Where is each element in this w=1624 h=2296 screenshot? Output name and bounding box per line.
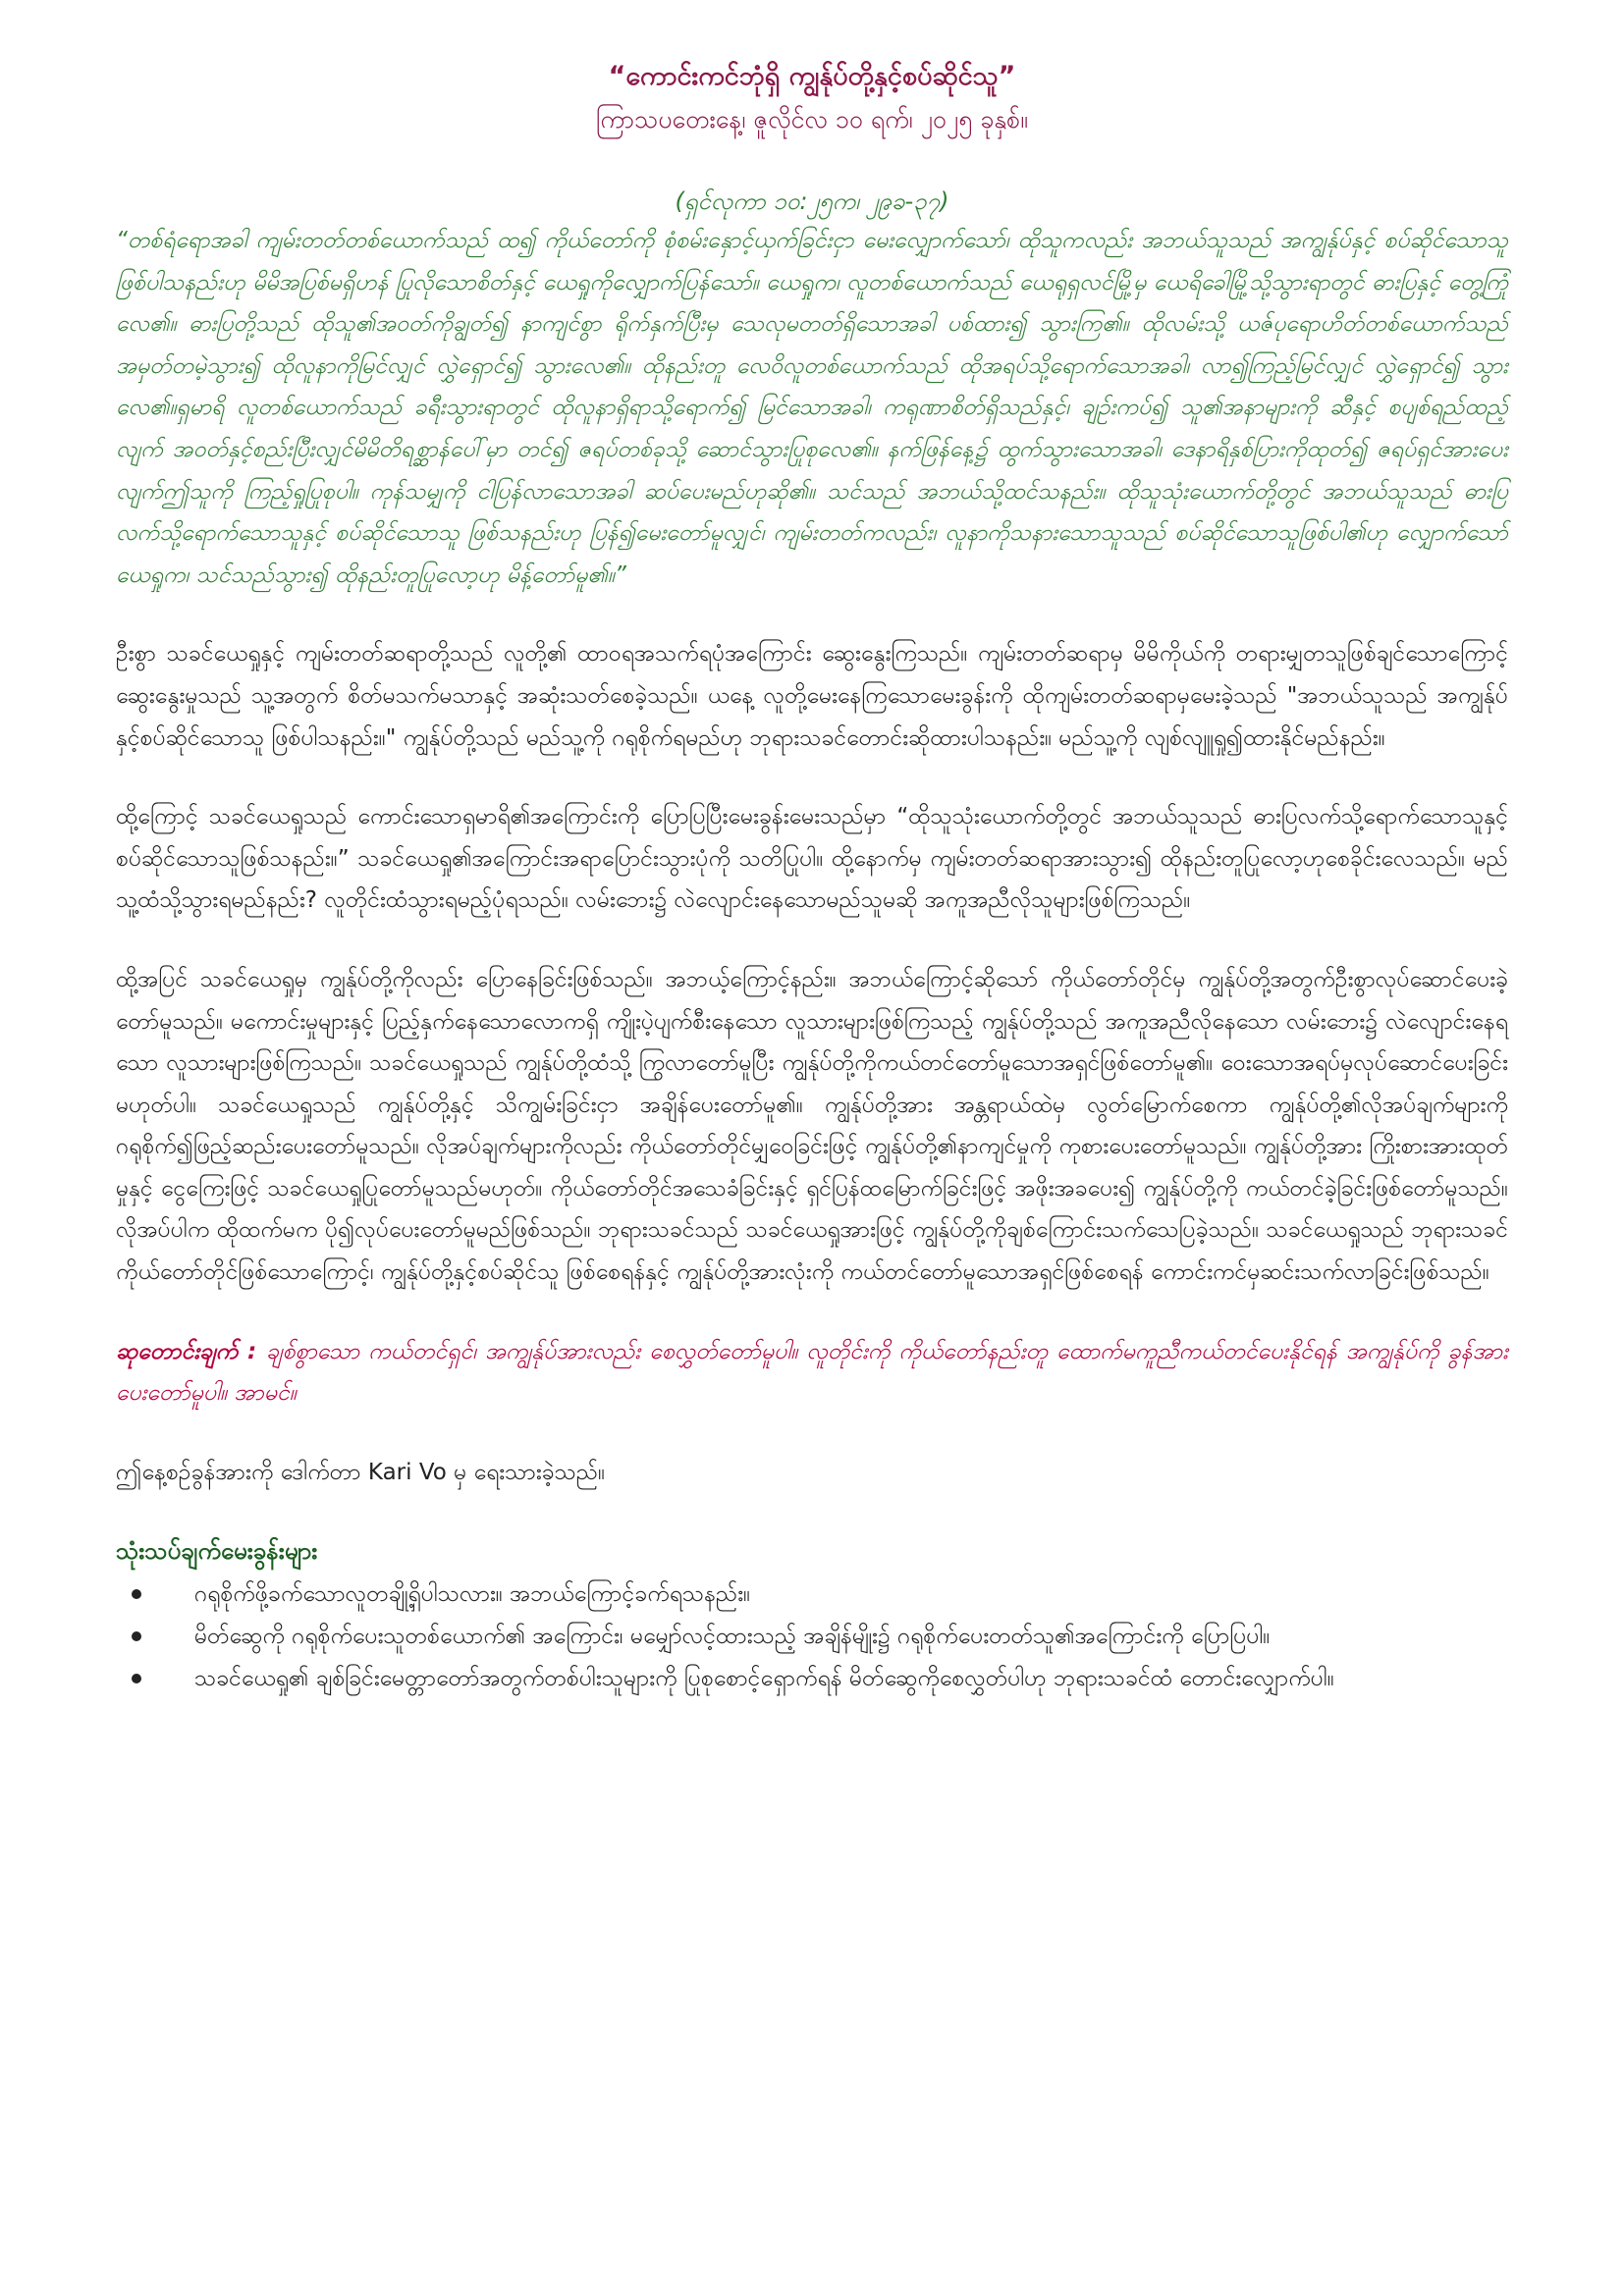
questions-heading: သုံးသပ်ချက်မေးခွန်းများ <box>116 1537 318 1566</box>
body-paragraph-2: ထို့ကြောင့် သခင်ယေရှုသည် ကောင်းသောရှမာရိ၏အကြောင်းကို ပြောပြပြီးမေးခွန်းမေးသည်မှာ “ထိုသူသုံးယောက်တို့တွင် အဘယ်သူသည် ဓားပြလက်သို့ရောက်သောသူနှင့် စပ်ဆိုင်သောသူဖြစ်သနည်း။” သခင်ယေရှု၏အကြောင်းအရာပြောင်းသွားပုံကို သတိပြုပါ။ ထို့နောက်မှ ကျမ်းတတ်ဆရာအားသွား၍ ထိုနည်းတူပြုလော့ဟုစေခိုင်းလေသည်။ မည်သူ့ထံသို့သွားရမည်နည်း? လူတိုင်းထံသွားရမည့်ပုံရသည်။ လမ်းဘေး၌ လဲလျောင်းနေသောမည်သူမဆို အကူအညီလိုသူများဖြစ်ကြသည်။ <box>116 804 1508 914</box>
question-text: သခင်ယေရှု၏ ချစ်ခြင်းမေတ္တာတော်အတွက်တစ်ပါးသူများကို ပြုစုစောင့်ရှောက်ရန် မိတ်ဆွေကိုစေလွှတ်ပါဟု ဘုရားသခင်ထံ တောင်းလျှောက်ပါ။ <box>194 1665 1334 1691</box>
bullet-icon <box>132 1589 141 1599</box>
prayer-text: ချစ်စွာသော ကယ်တင်ရှင်၊ အကျွန်ုပ်အားလည်း စေလွှတ်တော်မူပါ။ လူတိုင်းကို ကိုယ်တော်နည်းတူ ထောက်မကူညီကယ်တင်ပေးနိုင်ရန် အကျွန်ုပ်ကို ခွန်အားပေးတော်မူပါ။ အာမင်။ <box>116 1338 1508 1407</box>
prayer <box>116 1331 1508 1415</box>
body-paragraph-1: ဦးစွာ သခင်ယေရှုနှင့် ကျမ်းတတ်ဆရာတို့သည် လူတို့၏ ထာဝရအသက်ရပုံအကြောင်း ဆွေးနွေးကြသည်။ ကျမ်းတတ်ဆရာမှ မိမိကိုယ်ကို တရားမျှတသူဖြစ်ချင်သောကြောင့် ဆွေးနွေးမှုသည် သူ့အတွက် စိတ်မသက်မသာနှင့် အဆုံးသတ်စေခဲ့သည်။ ယနေ့ လူတို့မေးနေကြသောမေးခွန်းကို ထိုကျမ်းတတ်ဆရာမှမေးခဲ့သည် "အဘယ်သူသည် အကျွန်ုပ်နှင့်စပ်ဆိုင်သောသူ ဖြစ်ပါသနည်း။" ကျွန်ုပ်တို့သည် မည်သူ့ကို ဂရုစိုက်ရမည်ဟု ဘုရားသခင်တောင်းဆိုထားပါသနည်း။ မည်သူ့ကို လျစ်လျူရှု၍ထားနိုင်မည်နည်း။ <box>116 641 1508 751</box>
question-item <box>116 1616 1508 1658</box>
prayer-label: ဆုတောင်းချက် <box>116 1338 239 1364</box>
devotional-page <box>116 57 1508 1699</box>
scripture-reference: (ရှင်လုကာ ၁၀:၂၅က၊ ၂၉ခ-၃၇) <box>675 187 949 215</box>
scripture-text: “တစ်ရံရောအခါ ကျမ်းတတ်တစ်ယောက်သည် ထ၍ ကိုယ်တော်ကို စုံစမ်းနှောင့်ယှက်ခြင်းငှာ မေးလျှောက်သော်၊ ထိုသူကလည်း အဘယ်သူသည် အကျွန်ုပ်နှင့် စပ်ဆိုင်သောသူ ဖြစ်ပါသနည်းဟု မိမိအပြစ်မရှိဟန် ပြုလိုသောစိတ်နှင့် ယေရှုကိုလျှောက်ပြန်သော်။ ယေရှုက၊ လူတစ်ယောက်သည် ယေရုရှလင်မြို့မှ ယေရိခေါမြို့သို့သွားရာတွင် ဓားပြနှင့် တွေ့ကြုံလေ၏။ ဓားပြတို့သည် ထိုသူ၏အဝတ်ကိုချွတ်၍ နာကျင်စွာ ရိုက်နှက်ပြီးမှ သေလုမတတ်ရှိသောအခါ ပစ်ထား၍ သွားကြ၏။ ထိုလမ်းသို့ ယဇ်ပုရောဟိတ်တစ်ယောက်သည် အမှတ်တမဲ့သွား၍ ထိုလူနာကိုမြင်လျှင် လွှဲရှောင်၍ သွားလေ၏။ ထိုနည်းတူ လေဝိလူတစ်ယောက်သည် ထိုအရပ်သို့ရောက်သောအခါ၊ လာ၍ကြည့်မြင်လျှင် လွှဲရှောင်၍ သွားလေ၏။ရှမာရိ လူတစ်ယောက်သည် ခရီးသွားရာတွင် ထိုလူနာရှိရာသို့ရောက်၍ မြင်သောအခါ၊ ကရုဏာစိတ်ရှိသည်နှင့်၊ ချဉ်းကပ်၍ သူ၏အနာများကို ဆီနှင့် စပျစ်ရည်ထည့်လျက် အဝတ်နှင့်စည်းပြီးလျှင်မိမိတိရစ္ဆာန်ပေါ်မှာ တင်၍ ဇရပ်တစ်ခုသို့ ဆောင်သွားပြုစုလေ၏။ နက်ဖြန်နေ့၌ ထွက်သွားသောအခါ၊ ဒေနာရိနှစ်ပြားကိုထုတ်၍ ဇရပ်ရှင်အားပေးလျက်ဤသူကို ကြည့်ရှုပြုစုပါ။ ကုန်သမျှကို ငါပြန်လာသောအခါ ဆပ်ပေးမည်ဟုဆို၏။ သင်သည် အဘယ်သို့ထင်သနည်း။ ထိုသူသုံးယောက်တို့တွင် အဘယ်သူသည် ဓားပြလက်သို့ရောက်သောသူနှင့် စပ်ဆိုင်သောသူ ဖြစ်သနည်းဟု ပြန်၍မေးတော်မူလျှင်၊ ကျမ်းတတ်ကလည်း၊ လူနာကိုသနားသောသူသည် စပ်ဆိုင်သောသူဖြစ်ပါ၏ဟု လျှောက်သော် ယေရှုက၊ သင်သည်သွား၍ ထိုနည်းတူပြုလော့ဟု မိန့်တော်မူ၏။” <box>116 228 1508 588</box>
question-text: မိတ်ဆွေကို ဂရုစိုက်ပေးသူတစ်ယောက်၏ အကြောင်း၊ မမျှော်လင့်ထားသည့် အချိန်မျိုး၌ ဂရုစိုက်ပေးတတ်သူ၏အကြောင်းကို ပြောပြပါ။ <box>194 1624 1271 1650</box>
question-item <box>116 1658 1508 1700</box>
bullet-icon <box>132 1631 141 1641</box>
prayer-separator: : <box>238 1338 267 1364</box>
question-text: ဂရုစိုက်ဖို့ခက်သောလူတချို့ရှိပါသလား။ အဘယ်ကြောင့်ခက်ရသနည်း။ <box>194 1581 751 1608</box>
page-title: “ကောင်းကင်ဘုံရှိ ကျွန်ုပ်တို့နှင့်စပ်ဆိုင်သူ” <box>608 61 1016 91</box>
author-credit: ဤနေ့စဉ်ခွန်အားကို ဒေါက်တာ Kari Vo မှ ရေးသားခဲ့သည်။ <box>116 1459 606 1485</box>
body-paragraph-3: ထို့အပြင် သခင်ယေရှုမှ ကျွန်ုပ်တို့ကိုလည်း ပြောနေခြင်းဖြစ်သည်။ အဘယ့်ကြောင့်နည်း။ အဘယ်ကြောင့်ဆိုသော် ကိုယ်တော်တိုင်မှ ကျွန်ုပ်တို့အတွက်ဦးစွာလုပ်ဆောင်ပေးခဲ့တော်မူသည်။ မကောင်းမှုများနှင့် ပြည့်နှက်နေသောလောကရှိ ကျိုးပဲ့ပျက်စီးနေသော လူသားများဖြစ်ကြသည့် ကျွန်ုပ်တို့သည် အကူအညီလိုနေသော လမ်းဘေး၌ လဲလျောင်းနေရသော လူသားများဖြစ်ကြသည်။ သခင်ယေရှုသည် ကျွန်ုပ်တို့ထံသို့ ကြွလာတော်မူပြီး ကျွန်ုပ်တို့ကိုကယ်တင်တော်မူသောအရှင်ဖြစ်တော်မူ၏။ ဝေးသောအရပ်မှလုပ်ဆောင်ပေးခြင်းမဟုတ်ပါ။ သခင်ယေရှုသည် ကျွန်ုပ်တို့နှင့် သိကျွမ်းခြင်းငှာ အချိန်ပေးတော်မူ၏။ ကျွန်ုပ်တို့အား အန္တရာယ်ထဲမှ လွတ်မြောက်စေကာ ကျွန်ုပ်တို့၏လိုအပ်ချက်များကို ဂရုစိုက်၍ဖြည့်ဆည်းပေးတော်မူသည်။ လိုအပ်ချက်များကိုလည်း ကိုယ်တော်တိုင်မျှဝေခြင်းဖြင့် ကျွန်ုပ်တို့၏နာကျင်မှုကို ကုစားပေးတော်မူသည်။ ကျွန်ုပ်တို့အား ကြိုးစားအားထုတ်မှုနှင့် ငွေကြေးဖြင့် သခင်ယေရှုပြုတော်မူသည်မဟုတ်။ ကိုယ်တော်တိုင်အသေခံခြင်းနှင့် ရှင်ပြန်ထမြောက်ခြင်းဖြင့် အဖိုးအခပေး၍ ကျွန်ုပ်တို့ကို ကယ်တင်ခဲ့ခြင်းဖြစ်တော်မူသည်။ လိုအပ်ပါက ထိုထက်မက ပို၍လုပ်ပေးတော်မူမည်ဖြစ်သည်။ ဘုရားသခင်သည် သခင်ယေရှုအားဖြင့် ကျွန်ုပ်တို့ကိုချစ်ကြောင်းသက်သေပြခဲ့သည်။ သခင်ယေရှုသည် ဘုရားသခင်ကိုယ်တော်တိုင်ဖြစ်သောကြောင့်၊ ကျွန်ုပ်တို့နှင့်စပ်ဆိုင်သူ ဖြစ်စေရန်နှင့် ကျွန်ုပ်တို့အားလုံးကို ကယ်တင်တော်မူသောအရှင်ဖြစ်စေရန် ကောင်းကင်မှဆင်းသက်လာခြင်းဖြစ်သည်။ <box>116 966 1508 1286</box>
question-item <box>116 1574 1508 1616</box>
page-date: ကြာသပတေးနေ့၊ ဇူလိုင်လ ၁၀ ရက်၊ ၂၀၂၅ ခုနှစ်။ <box>596 105 1028 133</box>
questions-list <box>116 1574 1508 1699</box>
bullet-icon <box>132 1674 141 1683</box>
